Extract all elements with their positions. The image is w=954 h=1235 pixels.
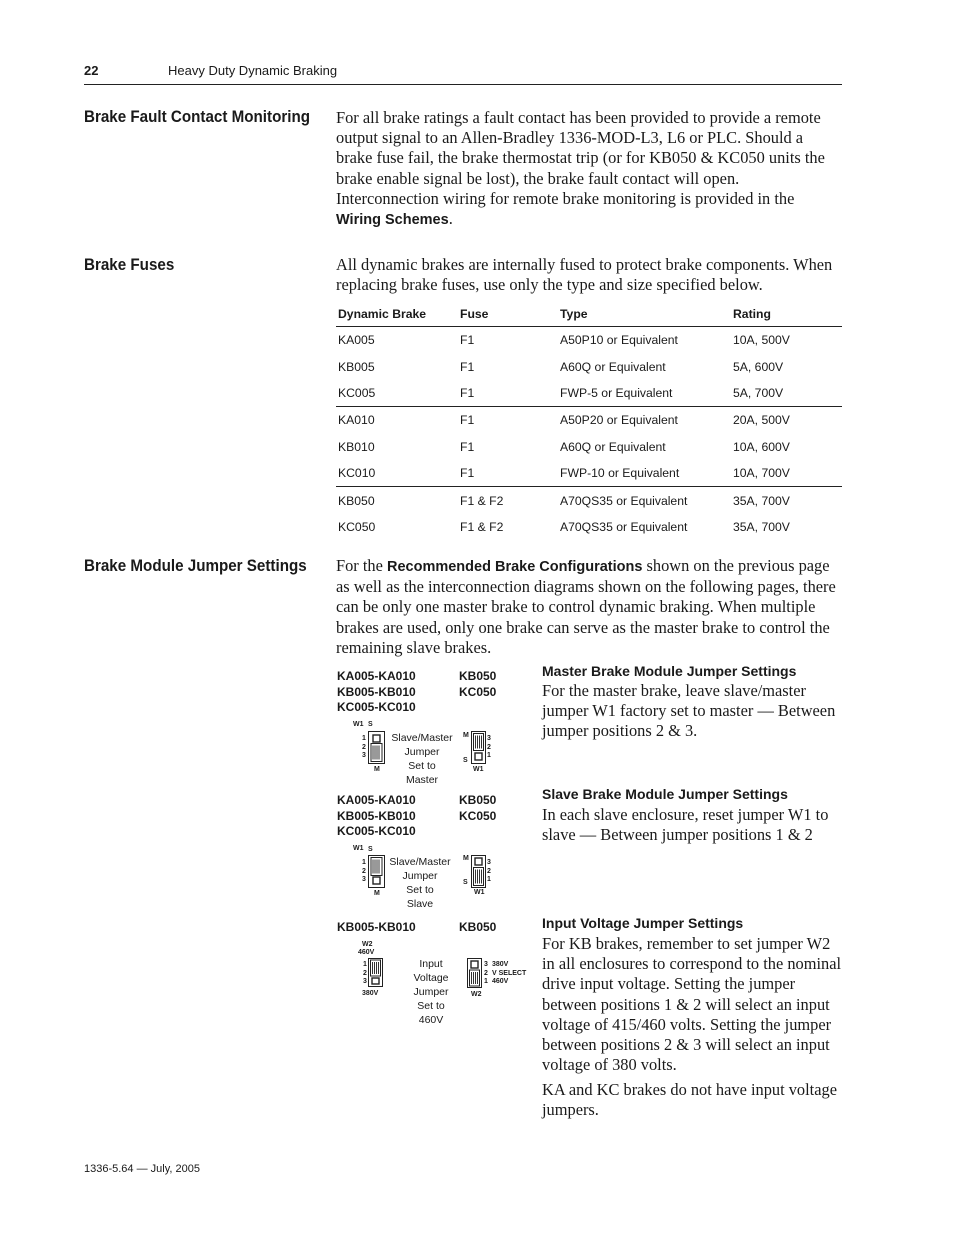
jumper-w-label: W2 <box>471 991 482 998</box>
model-label: KC005-KC010 <box>337 700 416 714</box>
table-row <box>336 380 842 406</box>
jumper-top-label: S <box>368 846 373 853</box>
table-group <box>336 407 842 487</box>
wiring-schemes-reference: Wiring Schemes <box>336 212 449 229</box>
section-heading-jumper-settings: Brake Module Jumper Settings <box>84 557 307 575</box>
table-cell: FWP-5 or Equivalent <box>560 385 673 400</box>
master-settings-title: Master Brake Module Jumper Settings <box>542 663 797 679</box>
voltage-settings-text: For KB brakes, remember to set jumper W2 in all enclosures to correspond to the nominal drive input voltage. Setting the jumper between positions 1 & 2 will select an input voltage of 415/460 volts. Setting the jumper between positions 2 & 3 will select an input voltage of 380 volts. <box>542 934 842 1075</box>
table-cell: KA010 <box>338 413 375 428</box>
jumper-bottom-label: S <box>463 757 468 764</box>
jumper-bottom-label: M <box>374 766 380 773</box>
jumper-top-label: 460V <box>358 949 375 956</box>
table-row <box>336 407 842 433</box>
table-group <box>336 487 842 540</box>
table-row <box>336 514 842 540</box>
table-cell: FWP-10 or Equivalent <box>560 466 680 481</box>
table-row <box>336 487 842 513</box>
jumper-w-label: W2 <box>362 941 373 948</box>
table-cell: 35A, 700V <box>733 519 790 534</box>
master-models-right <box>459 669 496 700</box>
section-heading-fault-contact: Brake Fault Contact Monitoring <box>84 108 311 126</box>
model-label: KC050 <box>459 808 497 823</box>
jumper-w1-kb050-master-block <box>471 731 486 764</box>
jumper-pin-numbers: 3 2 1 <box>484 961 488 985</box>
jumper-pin-numbers: 1 2 3 <box>362 859 366 883</box>
jumper-top-label: M <box>463 732 469 739</box>
column-header: Rating <box>733 307 771 321</box>
model-label: KB050 <box>459 920 497 934</box>
jumper-w1-master-block <box>368 731 385 764</box>
model-label: KC005-KC010 <box>337 824 416 838</box>
table-cell: A50P20 or Equivalent <box>560 413 678 428</box>
table-header-row <box>336 302 842 327</box>
voltage-caption: Input Voltage Jumper Set to 460V <box>413 958 449 1026</box>
model-label: KA005-KA010 <box>337 669 416 683</box>
table-cell: 5A, 700V <box>733 385 784 400</box>
fault-contact-text: For all brake ratings a fault contact has been provided to provide a remote output signal to an Allen-Bradley 1336-MOD-L3, L6 or PLC. Should a brake fuse fail, the brake thermostat trip (or for KB050 & KC050 units the brake enable signal be lost), the brake fault contact will open. Interconnection wiring for remote brake monitoring is provided in the <box>336 108 825 208</box>
slave-settings-text: In each slave enclosure, reset jumper W1 to slave — Between jumper positions 1 & 2 <box>542 805 829 845</box>
jumper-w2-kb050-block <box>467 958 482 988</box>
header-rule <box>84 84 842 85</box>
master-settings-text: For the master brake, leave slave/master jumper W1 factory set to master — Between jumper positions 2 & 3. <box>542 681 836 741</box>
table-cell: KC010 <box>338 466 376 481</box>
table-cell: F1 <box>460 439 475 454</box>
running-header: Heavy Duty Dynamic Braking <box>168 63 338 78</box>
slave-caption: Slave/Master Jumper Set to Slave <box>389 856 451 910</box>
jumper-w1-slave-block <box>368 855 385 888</box>
jumper-bottom-label: S <box>463 879 468 886</box>
column-header: Dynamic Brake <box>338 307 427 321</box>
jumper-bottom-label: M <box>374 890 380 897</box>
table-cell: F1 <box>460 359 475 374</box>
footer-doc-id: 1336-5.64 — July, 2005 <box>84 1163 200 1175</box>
table-group <box>336 327 842 407</box>
table-cell: KB010 <box>338 439 375 454</box>
table-cell: F1 <box>460 413 475 428</box>
table-cell: F1 & F2 <box>460 493 504 508</box>
master-models-left <box>337 669 416 716</box>
section-heading-brake-fuses: Brake Fuses <box>84 256 175 274</box>
table-cell: KC005 <box>338 385 376 400</box>
jumper-intro-post: shown on the previous page as well as the interconnection diagrams shown on the following pages, there can be only one master brake to control dynamic braking. When multiple brakes are used, only one brake can serve as the master brake to control the remaining slave brakes. <box>336 556 836 657</box>
slave-models-left <box>337 793 416 840</box>
model-label: KC050 <box>459 684 497 699</box>
table-row <box>336 460 842 486</box>
table-cell: A60Q or Equivalent <box>560 359 666 374</box>
fault-contact-paragraph <box>336 108 842 230</box>
voltage-settings-note: KA and KC brakes do not have input voltage jumpers. <box>542 1080 837 1120</box>
fault-contact-end: . <box>448 209 453 229</box>
jumper-top-label: S <box>368 721 373 728</box>
table-cell: 10A, 700V <box>733 466 790 481</box>
table-row <box>336 353 842 379</box>
table-cell: KA005 <box>338 333 375 348</box>
jumper-pin-numbers: 1 2 3 <box>363 961 367 985</box>
voltage-models-right <box>459 920 496 936</box>
voltage-models-left <box>337 920 416 936</box>
jumper-pin-numbers: 3 2 1 <box>487 859 491 883</box>
table-cell: A70QS35 or Equivalent <box>560 493 688 508</box>
table-row <box>336 327 842 353</box>
slave-models-right <box>459 793 496 824</box>
jumper-w-label: W1 <box>474 889 485 896</box>
model-label: KB050 <box>459 793 497 807</box>
voltage-settings-title: Input Voltage Jumper Settings <box>542 915 744 931</box>
table-cell: A70QS35 or Equivalent <box>560 519 688 534</box>
slave-settings-title: Slave Brake Module Jumper Settings <box>542 786 788 802</box>
jumper-w2-block <box>368 958 383 987</box>
table-cell: 35A, 700V <box>733 493 790 508</box>
jumper-intro-paragraph <box>336 556 842 658</box>
table-cell: F1 <box>460 333 475 348</box>
table-cell: KC050 <box>338 519 376 534</box>
table-cell: F1 <box>460 385 475 400</box>
page-number: 22 <box>84 63 99 78</box>
table-cell: A60Q or Equivalent <box>560 439 666 454</box>
column-header: Type <box>560 307 588 321</box>
table-cell: F1 <box>460 466 475 481</box>
table-cell: 10A, 600V <box>733 439 790 454</box>
table-cell: KB050 <box>338 493 375 508</box>
jumper-w-label: W1 <box>353 721 364 728</box>
master-caption: Slave/Master Jumper Set to Master <box>391 732 453 786</box>
table-cell: A50P10 or Equivalent <box>560 333 678 348</box>
jumper-w-label: W1 <box>353 845 364 852</box>
model-label: KB005-KB010 <box>337 684 416 699</box>
table-cell: 10A, 500V <box>733 333 790 348</box>
brake-fuses-paragraph: All dynamic brakes are internally fused to protect brake components. When replacing brake fuses, use only the type and size specified below. <box>336 255 833 295</box>
table-cell: F1 & F2 <box>460 519 504 534</box>
jumper-intro-pre: For the <box>336 556 387 575</box>
model-label: KB005-KB010 <box>337 920 416 934</box>
jumper-pin-numbers: 1 2 3 <box>362 735 366 759</box>
model-label: KB005-KB010 <box>337 808 416 823</box>
table-cell: 5A, 600V <box>733 359 784 374</box>
table-cell: KB005 <box>338 359 375 374</box>
table-row <box>336 434 842 460</box>
fuse-table <box>336 302 842 540</box>
table-cell: 20A, 500V <box>733 413 790 428</box>
jumper-w1-kb050-slave-block <box>471 855 486 888</box>
recommended-configurations-reference: Recommended Brake Configurations <box>387 559 643 575</box>
jumper-w-label: W1 <box>473 766 484 773</box>
model-label: KB050 <box>459 669 497 683</box>
model-label: KA005-KA010 <box>337 793 416 807</box>
jumper-bottom-label: 380V <box>362 990 379 997</box>
column-header: Fuse <box>460 307 489 321</box>
jumper-pin-numbers: 3 2 1 <box>487 735 491 759</box>
jumper-top-label: M <box>463 855 469 862</box>
voltage-select-labels: 380V V SELECT 460V <box>492 961 527 985</box>
